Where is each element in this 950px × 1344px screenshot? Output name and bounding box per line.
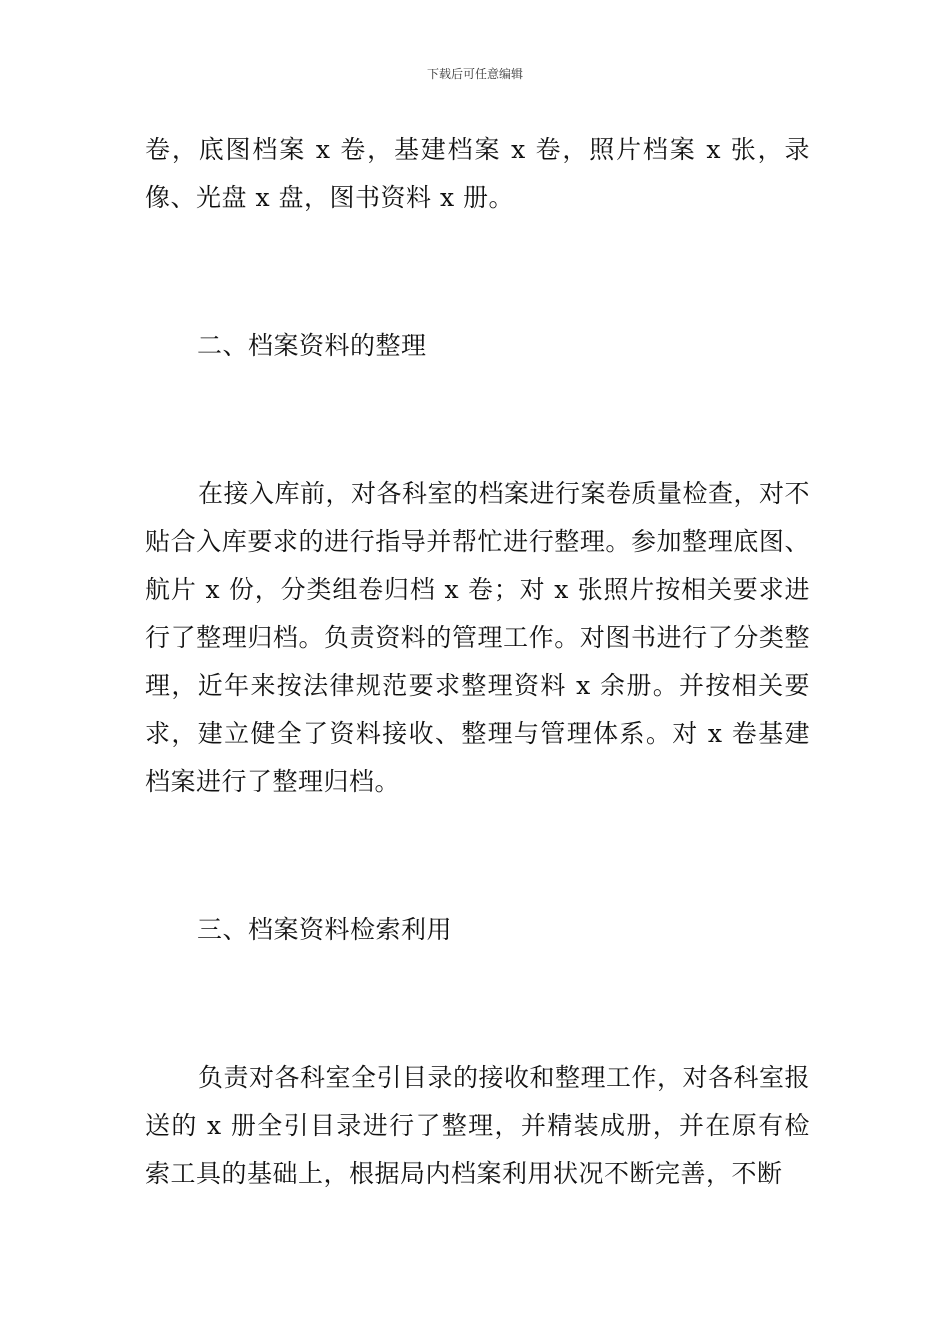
paragraph-section-2: 在接入库前，对各科室的档案进行案卷质量检查，对不贴合入库要求的进行指导并帮忙进行整理。参加整理底图、航片 x 份，分类组卷归档 x 卷；对 x 张照片按相关要求进行了整理归档。负责资料的管理工作。对图书进行了分类整理，近年来按法律规范要求整理资料 x 余册。并按相关要求，建立健全了资料接收、整理与管理体系。对 x 卷基建档案进行了整理归档。: [145, 479, 811, 796]
spacer: [145, 954, 810, 1054]
paragraph-continuation: 卷，底图档案 x 卷，基建档案 x 卷，照片档案 x 张，录像、光盘 x 盘，图书资料 x 册。: [145, 135, 810, 212]
spacer: [145, 806, 810, 906]
section-heading-3: 三、档案资料检索利用: [197, 915, 453, 944]
paragraph-section-3: 负责对各科室全引目录的接收和整理工作，对各科室报送的 x 册全引目录进行了整理，并精装成册，并在原有检索工具的基础上，根据局内档案利用状况不断完善，不断: [145, 1063, 811, 1188]
document-body: [145, 126, 810, 1198]
spacer: [145, 222, 810, 322]
section-heading-2: 二、档案资料的整理: [197, 331, 427, 360]
page-header: 下载后可任意编辑: [426, 67, 523, 81]
spacer: [145, 370, 810, 470]
